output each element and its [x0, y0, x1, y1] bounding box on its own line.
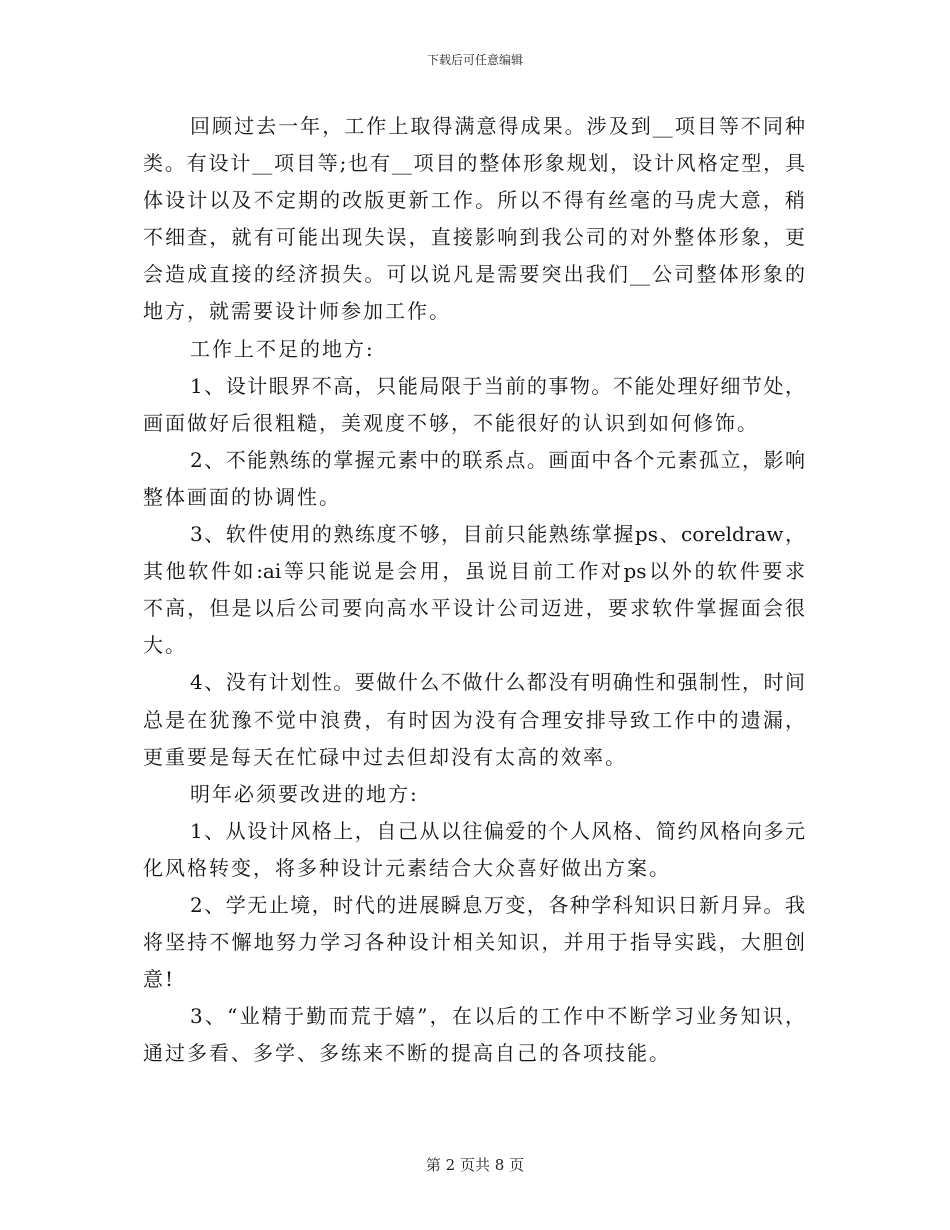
text-line: 画面做好后很粗糙，美观度不够，不能很好的认识到如何修饰。: [143, 410, 759, 435]
list-item: [143, 442, 805, 516]
text-line: 将坚持不懈地努力学习各种设计相关知识，并用于指导实践，大胆创: [143, 930, 805, 955]
list-item: [143, 664, 805, 775]
list-item: [143, 368, 805, 442]
list-item: [143, 516, 805, 664]
text-line: 3、“业精于勤而荒于嬉”，在以后的工作中不断学习业务知识，: [190, 1004, 805, 1029]
text-line: 总是在犹豫不觉中浪费，有时因为没有合理安排导致工作中的遗漏，: [143, 707, 805, 732]
list-item: [143, 887, 805, 998]
text-line: 不高，但是以后公司要向高水平设计公司迈进，要求软件掌握面会很: [143, 596, 805, 621]
page-number: 第 2 页共 8 页: [425, 1156, 525, 1174]
text-line: 回顾过去一年，工作上取得满意得成果。涉及到__项目等不同种: [190, 114, 805, 138]
text-line: 类。有设计__项目等;也有__项目的整体形象规划，设计风格定型，具: [143, 151, 805, 176]
document-body: [143, 108, 805, 1072]
text-line: 不细查，就有可能出现失误，直接影响到我公司的对外整体形象，更: [143, 225, 805, 250]
text-line: 4、没有计划性。要做什么不做什么都没有明确性和强制性，时间: [190, 670, 805, 695]
section-heading-improvements: [143, 776, 805, 813]
text-line: 化风格转变，将多种设计元素结合大众喜好做出方案。: [143, 855, 671, 880]
text-line: 2、不能熟练的掌握元素中的联系点。画面中各个元素孤立，影响: [190, 447, 805, 472]
text-line: 工作上不足的地方:: [190, 336, 375, 361]
text-line: 1、设计眼界不高，只能局限于当前的事物。不能处理好细节处，: [190, 373, 805, 398]
list-item: [143, 998, 805, 1072]
text-line: 1、从设计风格上，自己从以往偏爱的个人风格、简约风格向多元: [190, 818, 805, 843]
section-heading-shortcomings: [143, 331, 805, 368]
text-line: 2、学无止境，时代的进展瞬息万变，各种学科知识日新月异。我: [190, 892, 805, 917]
text-line: 体设计以及不定期的改版更新工作。所以不得有丝毫的马虎大意，稍: [143, 188, 805, 213]
text-line: 地方，就需要设计师参加工作。: [143, 299, 451, 324]
text-line: 通过多看、多学、多练来不断的提高自己的各项技能。: [143, 1041, 671, 1066]
text-line: 意!: [143, 967, 176, 992]
page-header-note: 下载后可任意编辑: [426, 53, 523, 67]
text-line: 其他软件如:ai等只能说是会用，虽说目前工作对ps以外的软件要求: [143, 559, 805, 584]
paragraph-intro: [143, 108, 805, 331]
list-item: [143, 813, 805, 887]
text-line: 整体画面的协调性。: [143, 484, 341, 509]
text-line: 3、软件使用的熟练度不够，目前只能熟练掌握ps、coreldraw，: [190, 522, 805, 547]
text-line: 更重要是每天在忙碌中过去但却没有太高的效率。: [143, 744, 627, 769]
text-line: 明年必须要改进的地方:: [190, 781, 419, 806]
text-line: 大。: [143, 633, 187, 658]
text-line: 会造成直接的经济损失。可以说凡是需要突出我们__公司整体形象的: [143, 262, 805, 287]
